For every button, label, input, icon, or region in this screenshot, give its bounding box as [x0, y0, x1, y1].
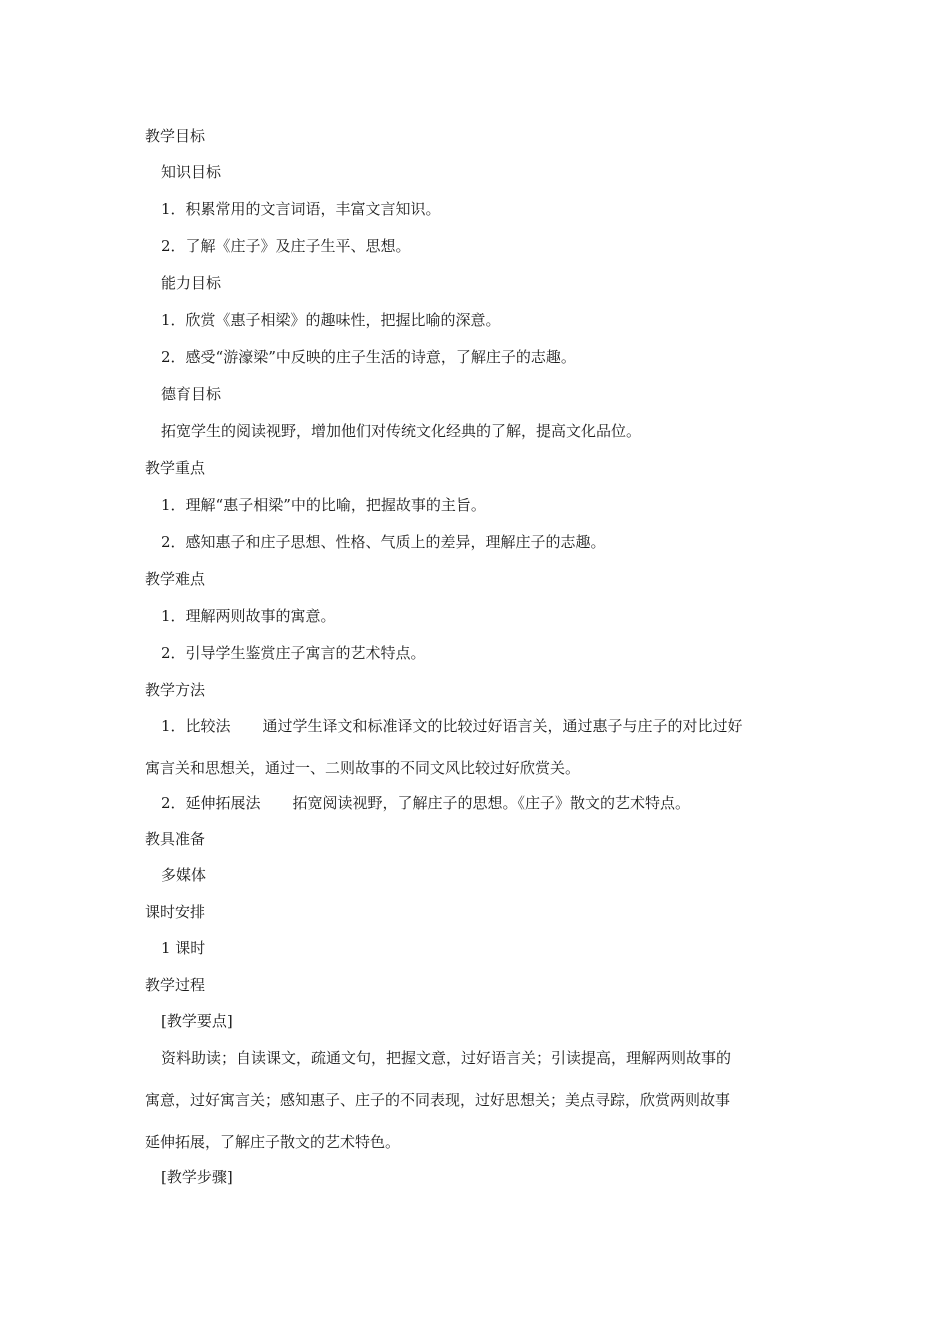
method-item-2-label: 2．延伸拓展法: [161, 794, 261, 812]
schedule-text: 1 课时: [161, 939, 206, 957]
method-item-1-text: 通过学生译文和标准译文的比较过好语言关，通过惠子与庄子的对比过好: [262, 717, 743, 735]
method-item-2: [161, 793, 690, 813]
heading-schedule: 课时安排: [145, 903, 206, 921]
process-points-text-3: 延伸拓展，了解庄子散文的艺术特色。: [145, 1133, 401, 1151]
heading-tools: 教具准备: [145, 830, 206, 848]
knowledge-item-1: 1．积累常用的文言词语，丰富文言知识。: [161, 200, 441, 218]
difficulty-item-2: 2．引导学生鉴赏庄子寓言的艺术特点。: [161, 644, 426, 662]
heading-process: 教学过程: [145, 976, 206, 994]
heading-difficulties: 教学难点: [145, 570, 206, 588]
method-item-1-label: 1．比较法: [161, 717, 231, 735]
tools-text: 多媒体: [161, 866, 207, 884]
method-item-2-text: 拓宽阅读视野，了解庄子的思想。《庄子》散文的艺术特点。: [292, 794, 691, 812]
key-point-item-2: 2．感知惠子和庄子思想、性格、气质上的差异，理解庄子的志趣。: [161, 533, 606, 551]
subheading-moral: 德育目标: [161, 385, 222, 403]
process-points-text-2: 寓意，过好寓言关；感知惠子、庄子的不同表现，过好思想关；美点寻踪，欣赏两则故事: [145, 1091, 731, 1109]
heading-key-points: 教学重点: [145, 459, 206, 477]
heading-objectives: 教学目标: [145, 127, 206, 145]
knowledge-item-2: 2．了解《庄子》及庄子生平、思想。: [161, 237, 411, 255]
subheading-ability: 能力目标: [161, 274, 222, 292]
method-item-1-continuation: 寓言关和思想关，通过一、二则故事的不同文风比较过好欣赏关。: [145, 759, 581, 777]
heading-methods: 教学方法: [145, 681, 206, 699]
process-points-label: [教学要点]: [161, 1012, 233, 1030]
key-point-item-1: 1．理解“惠子相梁”中的比喻，把握故事的主旨。: [161, 496, 486, 514]
process-steps-label: [教学步骤]: [161, 1168, 233, 1186]
subheading-knowledge: 知识目标: [161, 163, 222, 181]
ability-item-2: 2．感受“游濠梁”中反映的庄子生活的诗意，了解庄子的志趣。: [161, 348, 576, 366]
difficulty-item-1: 1．理解两则故事的寓意。: [161, 607, 336, 625]
moral-text: 拓宽学生的阅读视野，增加他们对传统文化经典的了解，提高文化品位。: [161, 422, 642, 440]
ability-item-1: 1．欣赏《惠子相梁》的趣味性，把握比喻的深意。: [161, 311, 501, 329]
process-points-text-1: 资料助读；自读课文，疏通文句，把握文意，过好语言关；引读提高，理解两则故事的: [161, 1049, 732, 1067]
method-item-1: [161, 716, 743, 736]
